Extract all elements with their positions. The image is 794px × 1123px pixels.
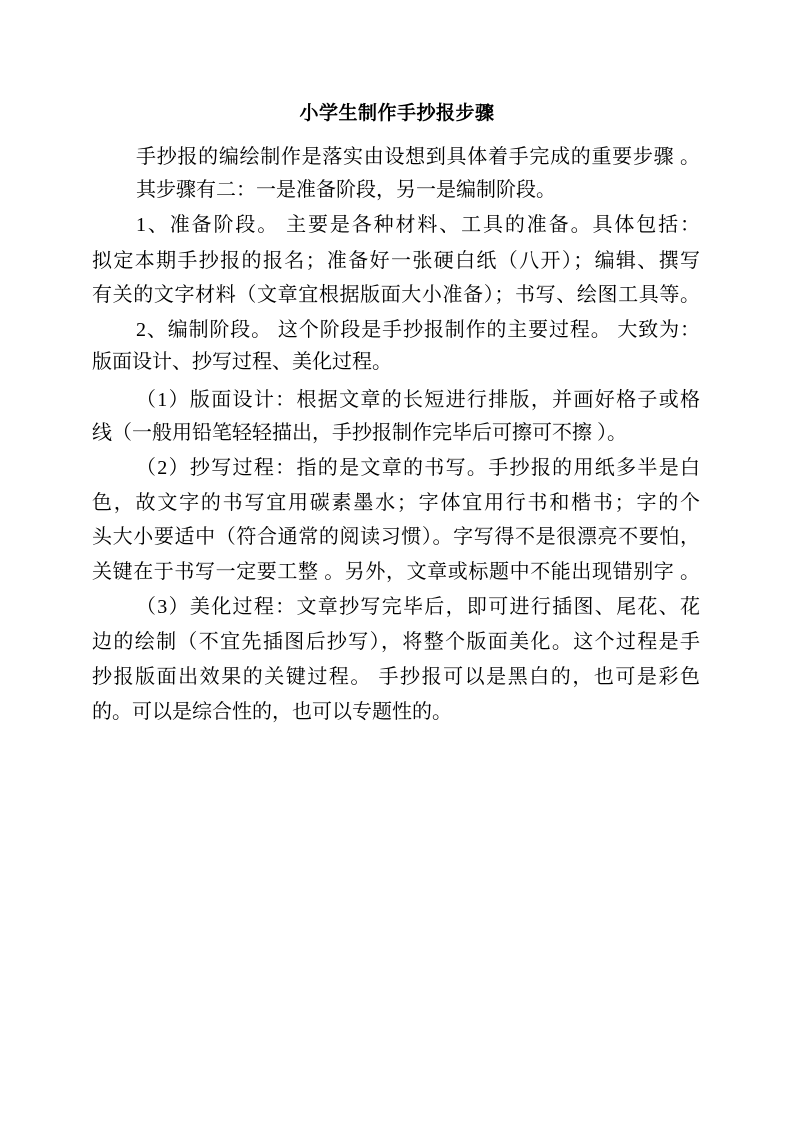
text-line: 的。可以是综合性的，也可以专题性的。 <box>92 701 452 723</box>
text-line: 线（一般用铅笔轻轻描出，手抄报制作完毕后可擦可不擦 ）。 <box>92 422 627 444</box>
text-line: 2、编制阶段。 这个阶段是手抄报制作的主要过程。 大致为： <box>136 319 700 341</box>
text-line: （2）抄写过程：指的是文章的书写。手抄报的用纸多半是白 <box>136 457 700 479</box>
document-title: 小学生制作手抄报步骤 <box>299 103 495 124</box>
text-line: 其步骤有二：一是准备阶段，另一是编制阶段。 <box>136 179 556 201</box>
text-line: 有关的文字材料（文章宜根据版面大小准备）；书写、绘图工具等。 <box>92 284 700 306</box>
text-line: 版面设计、抄写过程、美化过程。 <box>92 351 392 373</box>
text-line: 手抄报的编绘制作是落实由设想到具体着手完成的重要步骤 。 <box>136 146 700 168</box>
text-line: 关键在于书写一定要工整 。另外，文章或标题中不能出现错别字 。 <box>92 561 700 583</box>
text-line: （1）版面设计：根据文章的长短进行排版，并画好格子或格 <box>136 389 700 411</box>
text-line: 色，故文字的书写宜用碳素墨水；字体宜用行书和楷书；字的个 <box>92 492 700 514</box>
text-line: 边的绘制（不宜先插图后抄写），将整个版面美化。这个过程是手 <box>92 631 700 653</box>
text-line: 抄报版面出效果的关键过程。 手抄报可以是黑白的，也可是彩色 <box>92 666 700 688</box>
text-line: 1、准备阶段。 主要是各种材料、工具的准备。具体包括： <box>136 214 700 236</box>
text-line: （3）美化过程：文章抄写完毕后，即可进行插图、尾花、花 <box>136 596 700 618</box>
text-line: 头大小要适中（符合通常的阅读习惯）。字写得不是很漂亮不要怕， <box>92 526 700 548</box>
text-line: 拟定本期手抄报的报名；准备好一张硬白纸（八开）；编辑、撰写 <box>92 250 700 272</box>
